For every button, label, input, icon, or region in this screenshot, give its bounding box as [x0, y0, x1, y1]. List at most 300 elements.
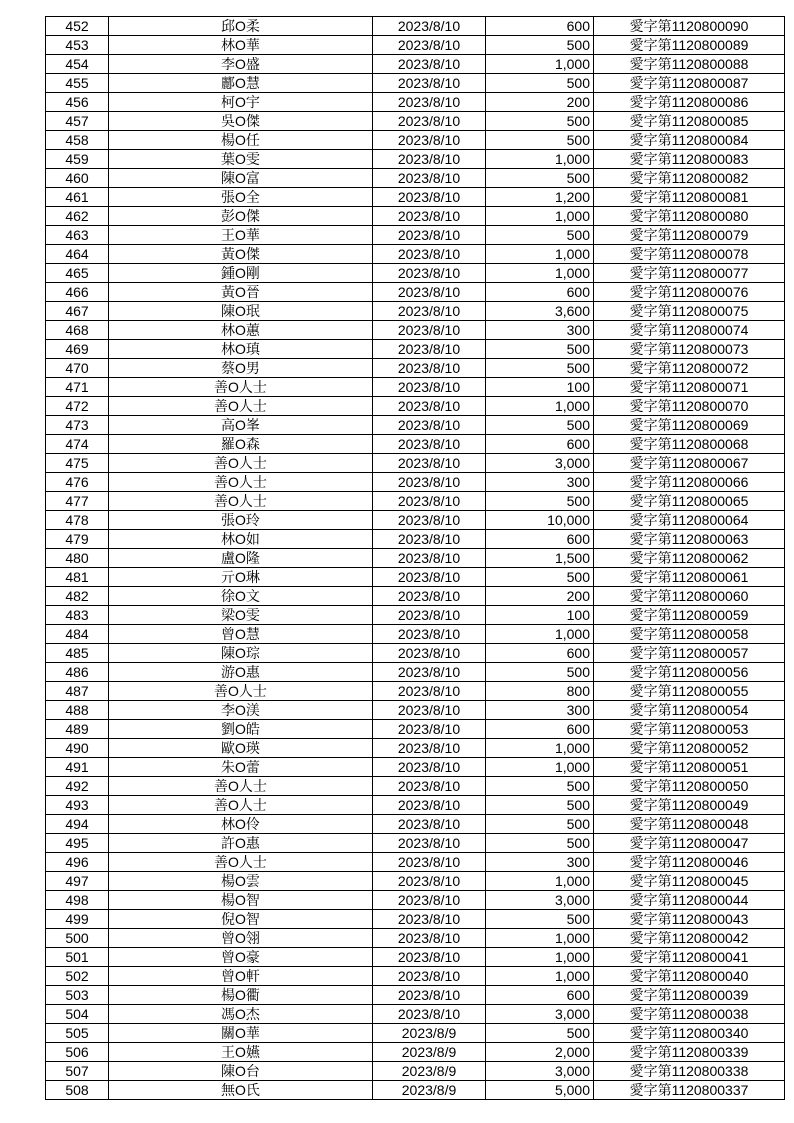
donor-name: 邱O柔	[109, 17, 373, 36]
donation-amount: 100	[486, 606, 594, 625]
donor-name: 葉O雯	[109, 150, 373, 169]
donation-date: 2023/8/10	[373, 17, 486, 36]
donation-amount: 500	[486, 815, 594, 834]
row-number: 467	[46, 302, 109, 321]
receipt-number: 愛字第1120800067	[594, 454, 785, 473]
donation-amount: 1,000	[486, 397, 594, 416]
donor-name: 曾O翎	[109, 929, 373, 948]
row-number: 455	[46, 74, 109, 93]
donation-amount: 1,000	[486, 55, 594, 74]
donation-date: 2023/8/10	[373, 55, 486, 74]
row-number: 483	[46, 606, 109, 625]
row-number: 486	[46, 663, 109, 682]
row-number: 497	[46, 872, 109, 891]
donation-amount: 300	[486, 321, 594, 340]
receipt-number: 愛字第1120800339	[594, 1043, 785, 1062]
donation-amount: 800	[486, 682, 594, 701]
receipt-number: 愛字第1120800048	[594, 815, 785, 834]
table-row	[46, 492, 785, 511]
table-row	[46, 17, 785, 36]
row-number: 479	[46, 530, 109, 549]
row-number: 493	[46, 796, 109, 815]
donor-name: 徐O文	[109, 587, 373, 606]
donation-date: 2023/8/10	[373, 264, 486, 283]
receipt-number: 愛字第1120800039	[594, 986, 785, 1005]
table-row	[46, 948, 785, 967]
table-row	[46, 435, 785, 454]
donation-date: 2023/8/10	[373, 207, 486, 226]
donation-amount: 600	[486, 644, 594, 663]
donor-name: 曾O軒	[109, 967, 373, 986]
receipt-number: 愛字第1120800040	[594, 967, 785, 986]
table-row	[46, 644, 785, 663]
donor-name: 楊O雲	[109, 872, 373, 891]
donation-amount: 600	[486, 17, 594, 36]
receipt-number: 愛字第1120800041	[594, 948, 785, 967]
donor-name: 蔡O男	[109, 359, 373, 378]
donation-date: 2023/8/10	[373, 378, 486, 397]
receipt-number: 愛字第1120800055	[594, 682, 785, 701]
table-row	[46, 416, 785, 435]
table-row	[46, 359, 785, 378]
donation-date: 2023/8/10	[373, 910, 486, 929]
donor-name: 黃O傑	[109, 245, 373, 264]
donor-name: 馮O杰	[109, 1005, 373, 1024]
row-number: 474	[46, 435, 109, 454]
receipt-number: 愛字第1120800044	[594, 891, 785, 910]
donor-name: 陳O珉	[109, 302, 373, 321]
donation-date: 2023/8/10	[373, 739, 486, 758]
donation-date: 2023/8/10	[373, 150, 486, 169]
table-row	[46, 625, 785, 644]
donation-amount: 100	[486, 378, 594, 397]
receipt-number: 愛字第1120800077	[594, 264, 785, 283]
donation-amount: 600	[486, 530, 594, 549]
table-row	[46, 1081, 785, 1100]
donation-amount: 1,000	[486, 207, 594, 226]
donation-amount: 3,000	[486, 891, 594, 910]
donation-date: 2023/8/10	[373, 796, 486, 815]
donation-date: 2023/8/10	[373, 891, 486, 910]
row-number: 491	[46, 758, 109, 777]
row-number: 487	[46, 682, 109, 701]
receipt-number: 愛字第1120800064	[594, 511, 785, 530]
row-number: 490	[46, 739, 109, 758]
donation-date: 2023/8/10	[373, 112, 486, 131]
table-row	[46, 93, 785, 112]
donation-amount: 300	[486, 701, 594, 720]
row-number: 458	[46, 131, 109, 150]
donor-name: 林O蕙	[109, 321, 373, 340]
donor-name: 陳O琮	[109, 644, 373, 663]
row-number: 488	[46, 701, 109, 720]
table-row	[46, 739, 785, 758]
donation-date: 2023/8/10	[373, 302, 486, 321]
receipt-number: 愛字第1120800054	[594, 701, 785, 720]
donation-amount: 1,200	[486, 188, 594, 207]
donation-amount: 500	[486, 663, 594, 682]
donor-name: 張O全	[109, 188, 373, 207]
donation-date: 2023/8/10	[373, 397, 486, 416]
donor-name: 游O惠	[109, 663, 373, 682]
table-row	[46, 321, 785, 340]
donation-amount: 1,000	[486, 872, 594, 891]
row-number: 500	[46, 929, 109, 948]
receipt-number: 愛字第1120800080	[594, 207, 785, 226]
receipt-number: 愛字第1120800068	[594, 435, 785, 454]
donation-amount: 500	[486, 492, 594, 511]
row-number: 495	[46, 834, 109, 853]
row-number: 465	[46, 264, 109, 283]
receipt-number: 愛字第1120800084	[594, 131, 785, 150]
donation-date: 2023/8/10	[373, 511, 486, 530]
donor-name: 吳O傑	[109, 112, 373, 131]
receipt-number: 愛字第1120800066	[594, 473, 785, 492]
donor-name: 林O如	[109, 530, 373, 549]
row-number: 508	[46, 1081, 109, 1100]
receipt-number: 愛字第1120800082	[594, 169, 785, 188]
receipt-number: 愛字第1120800038	[594, 1005, 785, 1024]
donor-name: 善O人士	[109, 796, 373, 815]
donor-name: 善O人士	[109, 473, 373, 492]
row-number: 498	[46, 891, 109, 910]
donation-amount: 500	[486, 910, 594, 929]
table-row	[46, 36, 785, 55]
row-number: 468	[46, 321, 109, 340]
donor-name: 楊O任	[109, 131, 373, 150]
row-number: 480	[46, 549, 109, 568]
receipt-number: 愛字第1120800073	[594, 340, 785, 359]
row-number: 462	[46, 207, 109, 226]
donor-name: 朱O蕾	[109, 758, 373, 777]
table-row	[46, 378, 785, 397]
row-number: 506	[46, 1043, 109, 1062]
receipt-number: 愛字第1120800079	[594, 226, 785, 245]
donor-name: 羅O森	[109, 435, 373, 454]
receipt-number: 愛字第1120800088	[594, 55, 785, 74]
donor-name: 林O瑱	[109, 340, 373, 359]
row-number: 482	[46, 587, 109, 606]
donor-name: 楊O衢	[109, 986, 373, 1005]
row-number: 454	[46, 55, 109, 74]
donation-amount: 1,500	[486, 549, 594, 568]
donation-date: 2023/8/10	[373, 473, 486, 492]
table-row	[46, 587, 785, 606]
receipt-number: 愛字第1120800337	[594, 1081, 785, 1100]
donor-name: 善O人士	[109, 492, 373, 511]
donation-date: 2023/8/10	[373, 606, 486, 625]
donation-amount: 500	[486, 340, 594, 359]
donor-name: 王O華	[109, 226, 373, 245]
row-number: 466	[46, 283, 109, 302]
donor-name: 梁O雯	[109, 606, 373, 625]
table-row	[46, 530, 785, 549]
row-number: 485	[46, 644, 109, 663]
donation-date: 2023/8/10	[373, 986, 486, 1005]
receipt-number: 愛字第1120800060	[594, 587, 785, 606]
receipt-number: 愛字第1120800046	[594, 853, 785, 872]
donation-date: 2023/8/10	[373, 454, 486, 473]
donation-amount: 3,600	[486, 302, 594, 321]
table-row	[46, 815, 785, 834]
donor-name: 善O人士	[109, 454, 373, 473]
table-row	[46, 682, 785, 701]
table-row	[46, 55, 785, 74]
table-row	[46, 74, 785, 93]
donation-amount: 500	[486, 834, 594, 853]
donation-date: 2023/8/10	[373, 93, 486, 112]
donation-date: 2023/8/9	[373, 1062, 486, 1081]
donor-name: 酈O慧	[109, 74, 373, 93]
receipt-number: 愛字第1120800059	[594, 606, 785, 625]
receipt-number: 愛字第1120800052	[594, 739, 785, 758]
table-row	[46, 701, 785, 720]
table-row	[46, 967, 785, 986]
table-row	[46, 606, 785, 625]
table-row	[46, 872, 785, 891]
donor-name: 楊O智	[109, 891, 373, 910]
receipt-number: 愛字第1120800058	[594, 625, 785, 644]
table-row	[46, 549, 785, 568]
table-row	[46, 112, 785, 131]
table-row	[46, 283, 785, 302]
donation-amount: 500	[486, 131, 594, 150]
donation-amount: 600	[486, 283, 594, 302]
donation-amount: 1,000	[486, 929, 594, 948]
donation-date: 2023/8/10	[373, 169, 486, 188]
table-row	[46, 853, 785, 872]
table-row	[46, 758, 785, 777]
row-number: 499	[46, 910, 109, 929]
table-row	[46, 473, 785, 492]
donor-name: 林O華	[109, 36, 373, 55]
table-row	[46, 397, 785, 416]
donation-date: 2023/8/10	[373, 416, 486, 435]
table-row	[46, 131, 785, 150]
donation-date: 2023/8/10	[373, 872, 486, 891]
row-number: 507	[46, 1062, 109, 1081]
donation-date: 2023/8/9	[373, 1024, 486, 1043]
donation-amount: 500	[486, 777, 594, 796]
donation-date: 2023/8/9	[373, 1043, 486, 1062]
row-number: 494	[46, 815, 109, 834]
table-row	[46, 454, 785, 473]
donation-amount: 3,000	[486, 1005, 594, 1024]
donation-amount: 300	[486, 853, 594, 872]
row-number: 489	[46, 720, 109, 739]
receipt-number: 愛字第1120800070	[594, 397, 785, 416]
donation-date: 2023/8/10	[373, 682, 486, 701]
receipt-number: 愛字第1120800045	[594, 872, 785, 891]
receipt-number: 愛字第1120800085	[594, 112, 785, 131]
row-number: 476	[46, 473, 109, 492]
receipt-number: 愛字第1120800090	[594, 17, 785, 36]
donor-name: 王O嬿	[109, 1043, 373, 1062]
donation-date: 2023/8/10	[373, 948, 486, 967]
donation-date: 2023/8/10	[373, 663, 486, 682]
donor-name: 高O峯	[109, 416, 373, 435]
table-row	[46, 150, 785, 169]
row-number: 478	[46, 511, 109, 530]
donation-date: 2023/8/10	[373, 967, 486, 986]
table-row	[46, 226, 785, 245]
donation-amount: 5,000	[486, 1081, 594, 1100]
donation-amount: 1,000	[486, 625, 594, 644]
donation-date: 2023/8/10	[373, 625, 486, 644]
receipt-number: 愛字第1120800043	[594, 910, 785, 929]
row-number: 481	[46, 568, 109, 587]
ledger-body	[46, 17, 785, 1100]
donation-date: 2023/8/10	[373, 929, 486, 948]
row-number: 469	[46, 340, 109, 359]
donor-name: 鍾O剛	[109, 264, 373, 283]
table-row	[46, 207, 785, 226]
donation-amount: 1,000	[486, 264, 594, 283]
row-number: 484	[46, 625, 109, 644]
donation-date: 2023/8/10	[373, 853, 486, 872]
donation-date: 2023/8/10	[373, 1005, 486, 1024]
donation-date: 2023/8/10	[373, 74, 486, 93]
table-row	[46, 986, 785, 1005]
donation-amount: 1,000	[486, 245, 594, 264]
donation-amount: 3,000	[486, 1062, 594, 1081]
row-number: 477	[46, 492, 109, 511]
table-row	[46, 1043, 785, 1062]
donor-name: 善O人士	[109, 378, 373, 397]
row-number: 505	[46, 1024, 109, 1043]
donor-name: 無O氏	[109, 1081, 373, 1100]
donation-date: 2023/8/10	[373, 644, 486, 663]
row-number: 504	[46, 1005, 109, 1024]
donation-amount: 500	[486, 416, 594, 435]
donation-amount: 200	[486, 93, 594, 112]
donation-amount: 500	[486, 226, 594, 245]
table-row	[46, 663, 785, 682]
donation-amount: 600	[486, 986, 594, 1005]
donation-amount: 1,000	[486, 150, 594, 169]
donor-name: 陳O富	[109, 169, 373, 188]
table-row	[46, 796, 785, 815]
row-number: 502	[46, 967, 109, 986]
donation-date: 2023/8/10	[373, 340, 486, 359]
receipt-number: 愛字第1120800063	[594, 530, 785, 549]
donor-name: 善O人士	[109, 397, 373, 416]
donation-amount: 1,000	[486, 967, 594, 986]
row-number: 492	[46, 777, 109, 796]
donation-amount: 1,000	[486, 948, 594, 967]
donation-date: 2023/8/10	[373, 435, 486, 454]
donation-amount: 500	[486, 112, 594, 131]
row-number: 496	[46, 853, 109, 872]
donation-date: 2023/8/10	[373, 758, 486, 777]
receipt-number: 愛字第1120800086	[594, 93, 785, 112]
table-row	[46, 891, 785, 910]
receipt-number: 愛字第1120800056	[594, 663, 785, 682]
donation-date: 2023/8/10	[373, 36, 486, 55]
row-number: 464	[46, 245, 109, 264]
donation-amount: 600	[486, 435, 594, 454]
donation-amount: 1,000	[486, 739, 594, 758]
table-row	[46, 929, 785, 948]
donation-date: 2023/8/10	[373, 283, 486, 302]
donation-amount: 500	[486, 568, 594, 587]
donor-name: 彭O傑	[109, 207, 373, 226]
donor-name: 曾O慧	[109, 625, 373, 644]
receipt-number: 愛字第1120800340	[594, 1024, 785, 1043]
donor-name: 關O華	[109, 1024, 373, 1043]
receipt-number: 愛字第1120800338	[594, 1062, 785, 1081]
donor-name: 倪O智	[109, 910, 373, 929]
row-number: 453	[46, 36, 109, 55]
donor-name: 李O盛	[109, 55, 373, 74]
donor-name: 亓O琳	[109, 568, 373, 587]
donor-name: 善O人士	[109, 853, 373, 872]
table-row	[46, 245, 785, 264]
donation-date: 2023/8/10	[373, 359, 486, 378]
donor-name: 陳O台	[109, 1062, 373, 1081]
receipt-number: 愛字第1120800075	[594, 302, 785, 321]
donation-amount: 500	[486, 359, 594, 378]
row-number: 463	[46, 226, 109, 245]
row-number: 501	[46, 948, 109, 967]
donor-name: 善O人士	[109, 777, 373, 796]
receipt-number: 愛字第1120800050	[594, 777, 785, 796]
table-row	[46, 1005, 785, 1024]
donation-amount: 500	[486, 1024, 594, 1043]
donation-amount: 500	[486, 74, 594, 93]
table-row	[46, 1024, 785, 1043]
row-number: 452	[46, 17, 109, 36]
donor-name: 李O渼	[109, 701, 373, 720]
donation-amount: 300	[486, 473, 594, 492]
row-number: 461	[46, 188, 109, 207]
donor-name: 柯O宇	[109, 93, 373, 112]
donor-name: 林O伶	[109, 815, 373, 834]
donation-date: 2023/8/10	[373, 777, 486, 796]
row-number: 473	[46, 416, 109, 435]
row-number: 470	[46, 359, 109, 378]
donation-date: 2023/8/9	[373, 1081, 486, 1100]
donation-date: 2023/8/10	[373, 834, 486, 853]
donation-ledger-table	[45, 16, 785, 1100]
donation-date: 2023/8/10	[373, 492, 486, 511]
donor-name: 歐O瑛	[109, 739, 373, 758]
donation-date: 2023/8/10	[373, 720, 486, 739]
receipt-number: 愛字第1120800049	[594, 796, 785, 815]
table-row	[46, 1062, 785, 1081]
receipt-number: 愛字第1120800072	[594, 359, 785, 378]
row-number: 503	[46, 986, 109, 1005]
donation-date: 2023/8/10	[373, 568, 486, 587]
receipt-number: 愛字第1120800047	[594, 834, 785, 853]
receipt-number: 愛字第1120800065	[594, 492, 785, 511]
donation-date: 2023/8/10	[373, 188, 486, 207]
row-number: 471	[46, 378, 109, 397]
receipt-number: 愛字第1120800071	[594, 378, 785, 397]
receipt-number: 愛字第1120800053	[594, 720, 785, 739]
donation-amount: 1,000	[486, 758, 594, 777]
table-row	[46, 340, 785, 359]
donation-amount: 500	[486, 796, 594, 815]
donation-date: 2023/8/10	[373, 226, 486, 245]
donation-amount: 3,000	[486, 454, 594, 473]
donation-date: 2023/8/10	[373, 530, 486, 549]
receipt-number: 愛字第1120800074	[594, 321, 785, 340]
donation-date: 2023/8/10	[373, 701, 486, 720]
donation-amount: 500	[486, 36, 594, 55]
table-row	[46, 834, 785, 853]
row-number: 460	[46, 169, 109, 188]
